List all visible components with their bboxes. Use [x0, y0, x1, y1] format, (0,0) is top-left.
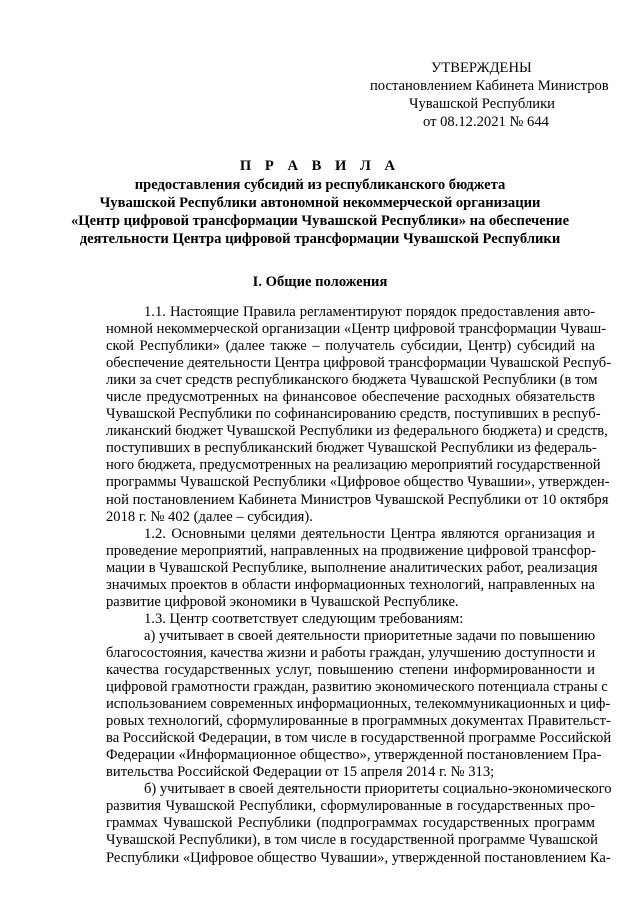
body-line: мации в Чувашской Республике, выполнение аналитических работ, реализация: [106, 559, 598, 576]
title-line: Чувашской Республики автономной некоммерческой организации: [99, 195, 541, 211]
body-line: качества государственных услуг, повышению степени информированности и: [106, 661, 595, 678]
body-line: числе предусмотренных на финансовое обеспечение расходных обязательств: [106, 389, 595, 406]
body-line: проведение мероприятий, направленных на продвижение цифровой трансфор-: [106, 542, 596, 559]
body-line: цифровой грамотности граждан, развитию экономического потенциала страны с: [106, 679, 608, 696]
body-line: Чувашской Республики), в том числе в государственной программе Чувашской: [106, 832, 598, 849]
title-main: П Р А В И Л А: [239, 158, 401, 174]
body-line: Чувашской Республики по софинансированию средств, поступивших в респуб-: [106, 406, 601, 423]
section-heading: I. Общие положения: [252, 274, 388, 290]
body-line: 2018 г. № 402 (далее – субсидия).: [106, 508, 313, 525]
body-line: а) учитывает в своей деятельности приоритетные задачи по повышению: [144, 627, 596, 644]
body-line: 1.3. Центр соответствует следующим требованиям:: [144, 610, 464, 627]
approval-issuer: постановлением Кабинета Министров: [370, 78, 609, 94]
body-line: Федерации «Информационное общество», утвержденной постановлением Пра-: [106, 747, 602, 764]
body-line: благосостояния, качества жизни и работы граждан, улучшению доступности и: [106, 644, 596, 661]
body-line: 1.2. Основными целями деятельности Центра являются организация и: [144, 525, 595, 542]
body-line: ской Республики» (далее также – получатель субсидии, Центр) субсидий на: [106, 338, 595, 355]
body-line: 1.1. Настоящие Правила регламентируют порядок предоставления авто-: [144, 304, 595, 320]
body-line: вительства Российской Федерации от 15 апреля 2014 г. № 313;: [106, 764, 495, 781]
body-line: ва Российской Федерации, в том числе в государственной программе Российской: [106, 730, 612, 747]
body-line: значимых проектов в области информационных технологий, направленных на: [106, 576, 595, 593]
body-line: б) учитывает в своей деятельности приоритеты социально-экономического: [144, 781, 612, 798]
body-line: поступивших в республиканский бюджет Чувашской Республики из федераль-: [106, 440, 597, 457]
body-line: использованием современных информационных, телекоммуникационных и циф-: [106, 696, 611, 713]
approval-title: УТВЕРЖДЕНЫ: [431, 60, 532, 76]
body-line: ной постановлением Кабинета Министров Чувашской Республики от 10 октября: [106, 491, 609, 508]
body-line: ровых технологий, сформулированные в программных документах Правительст-: [106, 713, 611, 730]
body-line: Республики «Цифровое общество Чувашии», утвержденной постановлением Ка-: [106, 849, 611, 866]
body-line: обеспечение деятельности Центра цифровой трансформации Чувашской Респуб-: [106, 355, 612, 372]
body-line: ликанский бюджет Чувашской Республики из федерального бюджета) и средств,: [106, 423, 608, 440]
body-line: развития Чувашской Республики, сформулированные в государственных про-: [106, 798, 595, 815]
title-line: «Центр цифровой трансформации Чувашской Республики» на обеспечение: [70, 213, 570, 229]
body-line: развитие цифровой экономики в Чувашской Республике.: [106, 593, 459, 610]
approval-date-number: от 08.12.2021 № 644: [423, 114, 549, 130]
body-line: номной некоммерческой организации «Центр цифровой трансформации Чуваш-: [106, 321, 607, 338]
approval-stamp: [0, 59, 640, 139]
document-title: [0, 157, 640, 248]
approval-republic: Чувашской Республики: [409, 96, 555, 112]
title-line: деятельности Центра цифровой трансформации Чувашской Республики: [79, 231, 561, 247]
body-line: граммах Чувашской Республики (подпрограммах государственных программ: [106, 815, 595, 832]
body-line: программы Чувашской Республики «Цифровое общество Чувашии», утвержден-: [106, 474, 610, 491]
title-line: предоставления субсидий из республиканского бюджета: [134, 177, 506, 193]
body-line: ного бюджета, предусмотренных на реализацию мероприятий государственной: [106, 457, 601, 474]
document-body: [106, 304, 612, 867]
body-line: лики за счет средств республиканского бюджета Чувашской Республики (в том: [106, 372, 598, 389]
